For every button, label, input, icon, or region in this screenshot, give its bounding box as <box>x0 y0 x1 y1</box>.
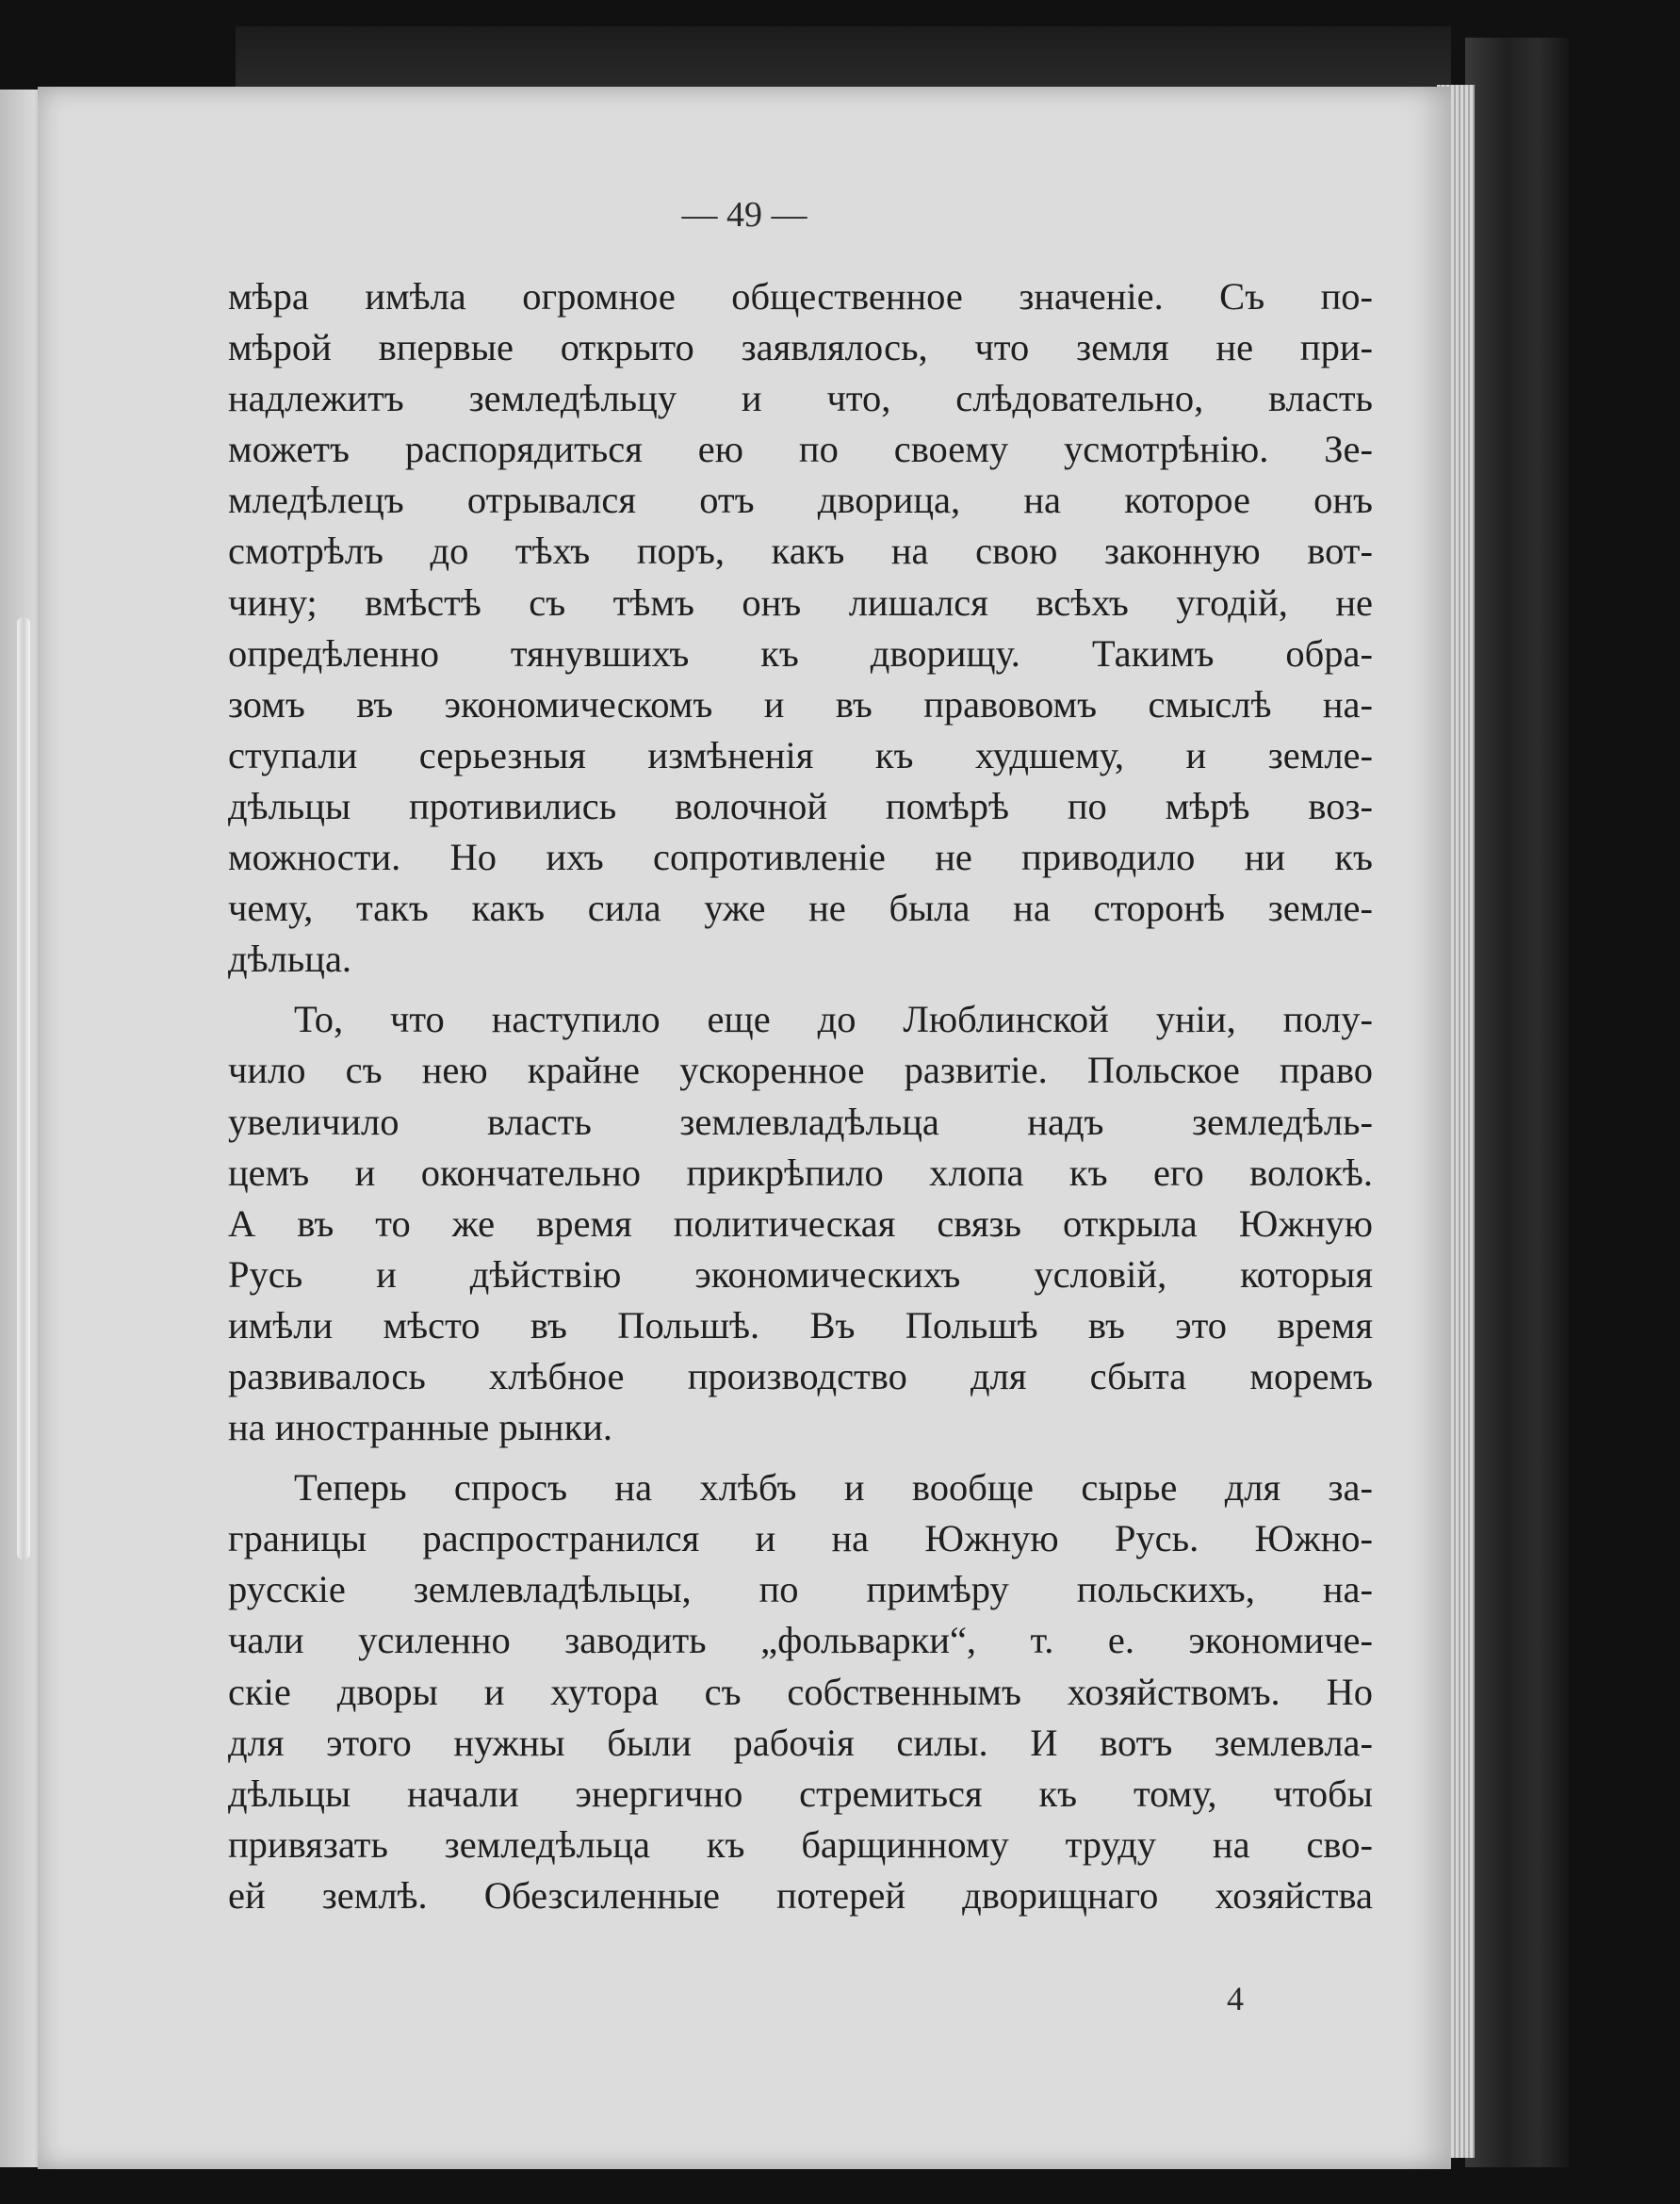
text-line: чали усиленно заводить „фольварки“, т. е. экономиче- <box>228 1619 1373 1662</box>
paragraph-1 <box>228 271 1373 985</box>
text-line: можности. Но ихъ сопротивленіе не приводило ни къ <box>228 836 1373 879</box>
text-line: увеличило власть землевладѣльца надъ земледѣль- <box>228 1100 1373 1143</box>
text-line: имѣли мѣсто въ Польшѣ. Въ Польшѣ въ это время <box>228 1303 1373 1347</box>
text-line: русскіе землевладѣльцы, по примѣру польскихъ, на- <box>228 1568 1373 1611</box>
text-line: чину; вмѣстѣ съ тѣмъ онъ лишался всѣхъ угодій, не <box>228 580 1373 624</box>
text-line: можетъ распорядиться ею по своему усмотрѣнію. Зе- <box>228 428 1373 471</box>
text-line: цемъ и окончательно прикрѣпило хлопа къ его волокѣ. <box>228 1151 1373 1194</box>
text-line: чему, такъ какъ сила уже не была на сторонѣ земле- <box>228 887 1373 930</box>
text-line: ступали серьезныя измѣненія къ худшему, и земле- <box>228 733 1373 776</box>
text-line: границы распространился и на Южную Русь. Южно- <box>228 1517 1373 1560</box>
page-text <box>228 271 1373 1931</box>
book-page <box>38 87 1451 2169</box>
text-line: для этого нужны были рабочія силы. И вотъ землевла- <box>228 1721 1373 1764</box>
text-line: скіе дворы и хутора съ собственнымъ хозяйствомъ. Но <box>228 1670 1373 1713</box>
text-line: мѣрой впервые открыто заявлялось, что земля не при- <box>228 326 1373 369</box>
book-cover-right-edge <box>1465 38 1569 2167</box>
text-line: дѣльцы противились волочной помѣрѣ по мѣрѣ воз- <box>228 784 1373 827</box>
text-line: дѣльцы начали энергично стремиться къ тому, чтобы <box>228 1771 1373 1815</box>
text-line: То, что наступило еще до Люблинской уніи, полу- <box>294 998 1373 1041</box>
paragraph-3 <box>228 1462 1373 1921</box>
text-line: опредѣленно тянувшихъ къ дворищу. Такимъ обра- <box>228 631 1373 675</box>
text-line: мѣра имѣла огромное общественное значеніе. Съ по- <box>228 275 1373 318</box>
text-line: на иностранные рынки. <box>228 1406 613 1449</box>
text-line: зомъ въ экономическомъ и въ правовомъ смыслѣ на- <box>228 682 1373 726</box>
text-line: Русь и дѣйствію экономическихъ условій, которыя <box>228 1252 1373 1296</box>
text-line: привязать земледѣльца къ барщинному труду на сво- <box>228 1822 1373 1866</box>
book-cover-top-edge <box>236 26 1451 92</box>
text-line: ей землѣ. Обезсиленные потерей дворищнаго хозяйства <box>228 1873 1373 1917</box>
text-line: смотрѣлъ до тѣхъ поръ, какъ на свою законную вот- <box>228 530 1373 573</box>
text-line: Теперь спросъ на хлѣбъ и вообще сырье для за- <box>294 1466 1373 1510</box>
binding-thread <box>17 617 30 1559</box>
text-line: надлежитъ земледѣльцу и что, слѣдовательно, власть <box>228 377 1373 420</box>
text-line: дѣльца. <box>228 938 352 981</box>
text-line: мледѣлецъ отрывался отъ дворица, на которое онъ <box>228 479 1373 522</box>
signature-mark: 4 <box>1227 1980 1244 2017</box>
text-line: развивалось хлѣбное производство для сбыта моремъ <box>228 1354 1373 1397</box>
paragraph-2 <box>228 994 1373 1453</box>
page-number-header: — 49 — <box>681 195 807 235</box>
text-line: А въ то же время политическая связь открыла Южную <box>228 1201 1373 1245</box>
text-line: чило съ нею крайне ускоренное развитіе. Польское право <box>228 1049 1373 1092</box>
